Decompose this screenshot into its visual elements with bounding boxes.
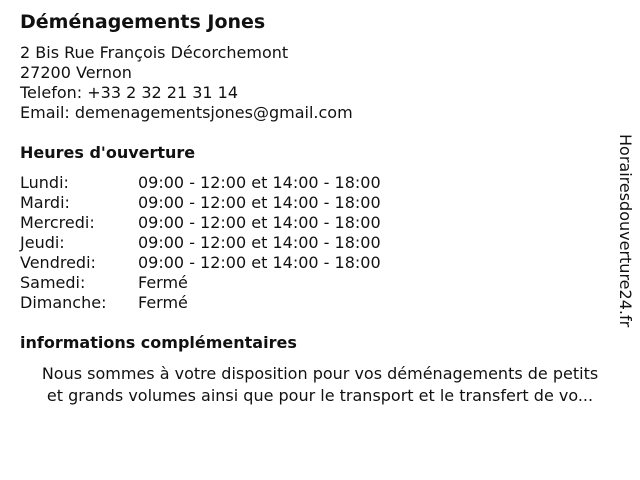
hours-time: 09:00 - 12:00 et 14:00 - 18:00: [138, 253, 381, 272]
hours-time: Fermé: [138, 293, 188, 312]
phone: Telefon: +33 2 32 21 31 14: [20, 83, 239, 102]
business-name: Déménagements Jones: [20, 11, 266, 33]
hours-row-tuesday: [20, 193, 610, 213]
hours-row-wednesday: [20, 213, 610, 233]
source-watermark: Horairesdouverture24.fr: [616, 134, 635, 328]
email: Email: demenagementsjones@gmail.com: [20, 103, 353, 122]
hours-time: 09:00 - 12:00 et 14:00 - 18:00: [138, 213, 381, 232]
address-line-1: 2 Bis Rue François Décorchemont: [20, 43, 289, 62]
info-title: informations complémentaires: [20, 333, 297, 352]
hours-time: 09:00 - 12:00 et 14:00 - 18:00: [138, 173, 381, 192]
info-description-line-2: et grands volumes ainsi que pour le transport et le transfert de vo...: [46, 386, 594, 405]
hours-day: Dimanche:: [20, 293, 107, 312]
hours-row-thursday: [20, 233, 610, 253]
hours-row-saturday: [20, 273, 610, 293]
hours-day: Vendredi:: [20, 253, 96, 272]
info-description-line-1: Nous sommes à votre disposition pour vos déménagements de petits: [41, 364, 599, 383]
hours-day: Mardi:: [20, 193, 70, 212]
address-line-2: 27200 Vernon: [20, 63, 132, 82]
hours-time: 09:00 - 12:00 et 14:00 - 18:00: [138, 233, 381, 252]
hours-time: Fermé: [138, 273, 188, 292]
hours-day: Lundi:: [20, 173, 69, 192]
hours-row-monday: [20, 173, 610, 193]
hours-title: Heures d'ouverture: [20, 143, 196, 162]
hours-time: 09:00 - 12:00 et 14:00 - 18:00: [138, 193, 381, 212]
hours-row-sunday: [20, 293, 610, 313]
hours-day: Samedi:: [20, 273, 86, 292]
hours-day: Mercredi:: [20, 213, 95, 232]
hours-list: [20, 173, 610, 313]
business-card: [20, 10, 610, 407]
hours-row-friday: [20, 253, 610, 273]
hours-day: Jeudi:: [20, 233, 65, 252]
